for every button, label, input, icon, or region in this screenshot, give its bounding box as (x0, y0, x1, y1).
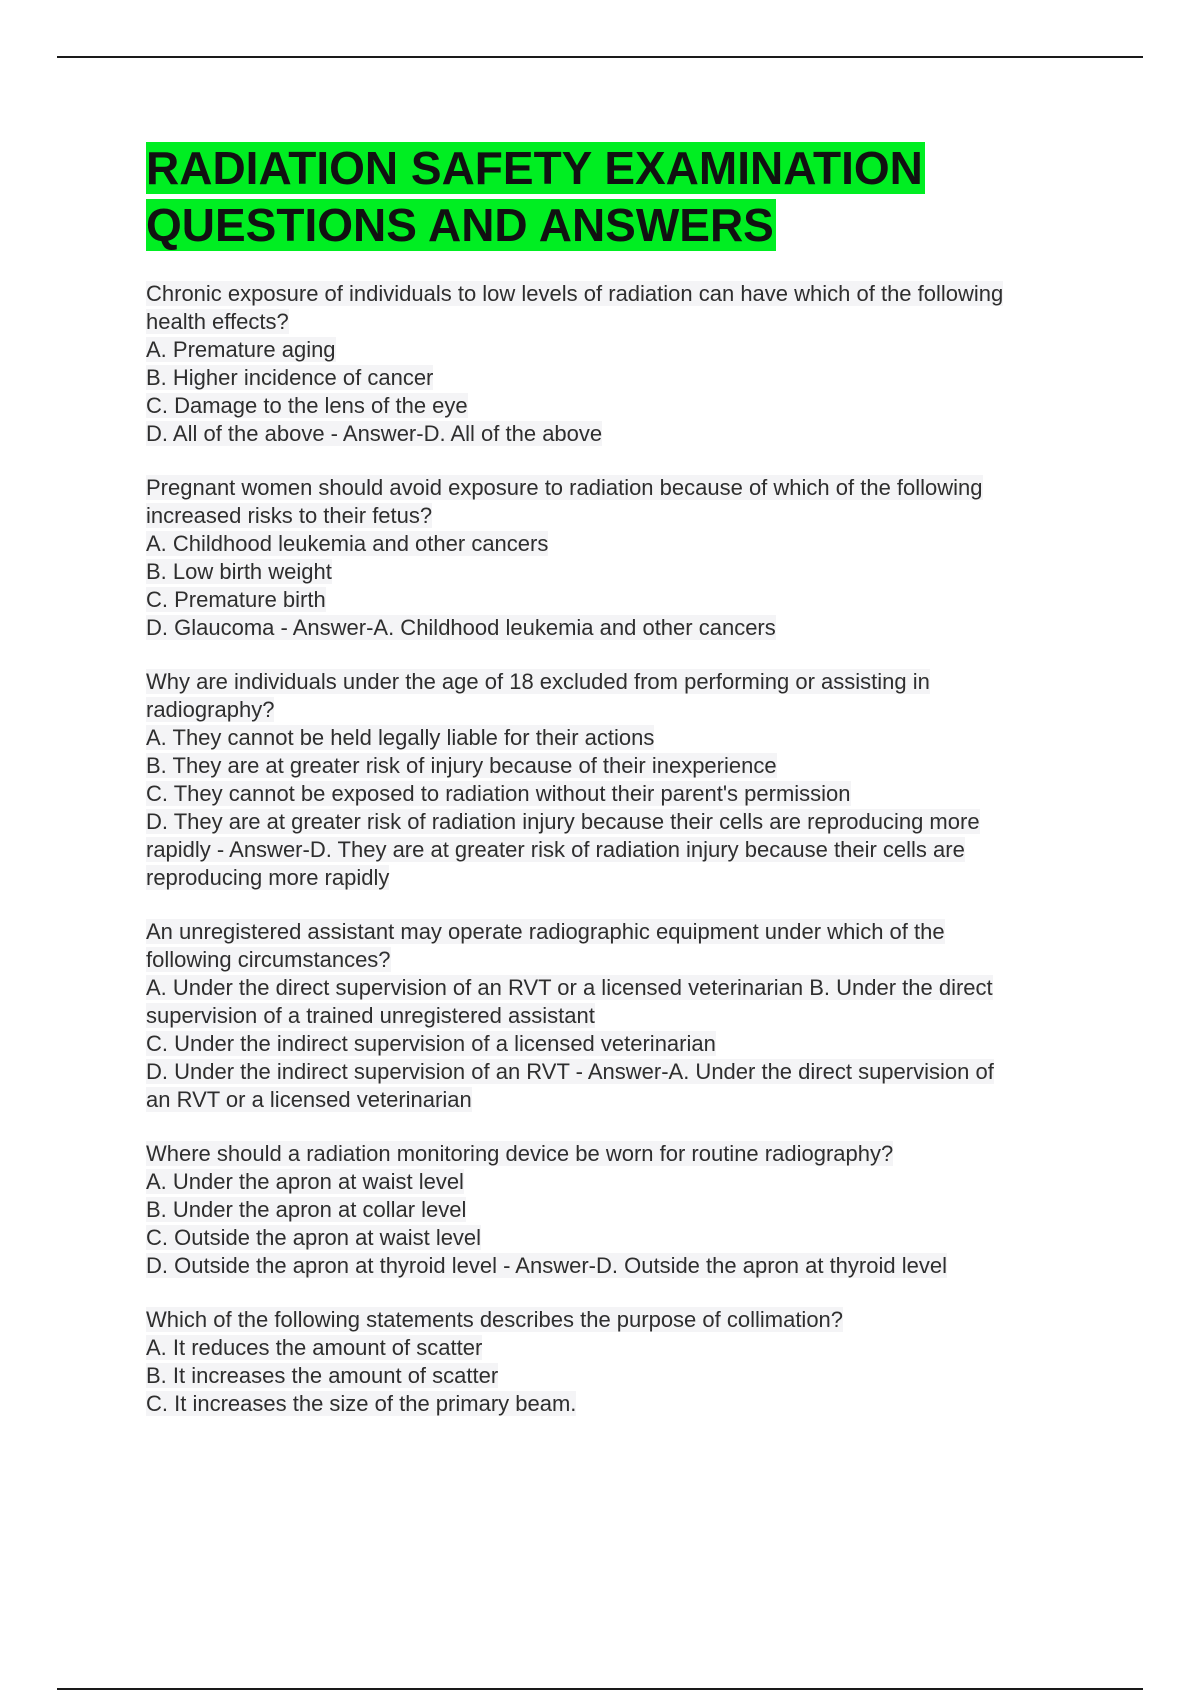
question-line (146, 530, 1096, 558)
question-line-text: Why are individuals under the age of 18 excluded from performing or assisting in (146, 669, 930, 694)
question-block (146, 668, 1096, 892)
question-line (146, 1086, 1096, 1114)
question-line-text: B. They are at greater risk of injury because of their inexperience (146, 753, 777, 778)
question-line (146, 1140, 1096, 1168)
title-line-2: QUESTIONS AND ANSWERS (146, 199, 774, 251)
question-line (146, 1334, 1096, 1362)
question-line-text: C. It increases the size of the primary beam. (146, 1391, 577, 1416)
question-line-text: reproducing more rapidly (146, 865, 390, 890)
question-line-text: D. Under the indirect supervision of an RVT - Answer-A. Under the direct supervision of (146, 1059, 994, 1084)
question-line (146, 1030, 1096, 1058)
question-line-text: A. They cannot be held legally liable for their actions (146, 725, 655, 750)
question-line-text: increased risks to their fetus? (146, 503, 433, 528)
question-line (146, 586, 1096, 614)
question-line-text: Which of the following statements describes the purpose of collimation? (146, 1307, 844, 1332)
question-line-text: B. It increases the amount of scatter (146, 1363, 499, 1388)
question-line (146, 1058, 1096, 1086)
question-line (146, 502, 1096, 530)
question-line (146, 1306, 1096, 1334)
question-line (146, 864, 1096, 892)
question-block (146, 280, 1096, 448)
question-line-text: an RVT or a licensed veterinarian (146, 1087, 472, 1112)
question-line-text: C. Under the indirect supervision of a licensed veterinarian (146, 1031, 716, 1056)
question-line-text: B. Low birth weight (146, 559, 332, 584)
question-line (146, 1168, 1096, 1196)
question-line-text: A. Premature aging (146, 337, 336, 362)
question-line-text: D. All of the above - Answer-D. All of the above (146, 421, 603, 446)
question-line (146, 1252, 1096, 1280)
question-line-text: D. They are at greater risk of radiation injury because their cells are reproducing more (146, 809, 980, 834)
question-block (146, 1140, 1096, 1280)
question-line (146, 420, 1096, 448)
question-line (146, 1390, 1096, 1418)
question-line (146, 614, 1096, 642)
question-line (146, 392, 1096, 420)
question-line (146, 1362, 1096, 1390)
title-line-1: RADIATION SAFETY EXAMINATION (146, 142, 923, 194)
question-line (146, 696, 1096, 724)
question-line-text: A. Under the direct supervision of an RVT or a licensed veterinarian B. Under the direct (146, 975, 993, 1000)
question-line (146, 780, 1096, 808)
document-body (146, 140, 1096, 1444)
question-line-text: rapidly - Answer-D. They are at greater risk of radiation injury because their cells are (146, 837, 965, 862)
question-line (146, 946, 1096, 974)
question-line-text: A. Childhood leukemia and other cancers (146, 531, 549, 556)
question-line (146, 836, 1096, 864)
question-line-text: B. Higher incidence of cancer (146, 365, 434, 390)
question-line (146, 974, 1096, 1002)
question-line-text: D. Glaucoma - Answer-A. Childhood leukemia and other cancers (146, 615, 776, 640)
question-line (146, 280, 1096, 308)
question-line-text: D. Outside the apron at thyroid level - Answer-D. Outside the apron at thyroid level (146, 1253, 947, 1278)
question-line-text: B. Under the apron at collar level (146, 1197, 467, 1222)
top-rule (57, 56, 1143, 58)
question-line (146, 752, 1096, 780)
question-line-text: C. They cannot be exposed to radiation without their parent's permission (146, 781, 851, 806)
question-line-text: C. Damage to the lens of the eye (146, 393, 468, 418)
question-line (146, 308, 1096, 336)
question-line (146, 808, 1096, 836)
question-line (146, 724, 1096, 752)
question-line-text: A. Under the apron at waist level (146, 1169, 464, 1194)
question-line-text: C. Outside the apron at waist level (146, 1225, 482, 1250)
question-line (146, 1196, 1096, 1224)
question-line (146, 668, 1096, 696)
question-line-text: Pregnant women should avoid exposure to radiation because of which of the following (146, 475, 983, 500)
question-line-text: radiography? (146, 697, 275, 722)
question-line-text: A. It reduces the amount of scatter (146, 1335, 483, 1360)
document-title (146, 140, 1096, 254)
question-list (146, 280, 1096, 1418)
question-line-text: C. Premature birth (146, 587, 326, 612)
question-block (146, 918, 1096, 1114)
question-line (146, 1224, 1096, 1252)
question-block (146, 474, 1096, 642)
question-line-text: Where should a radiation monitoring device be worn for routine radiography? (146, 1141, 894, 1166)
question-line-text: An unregistered assistant may operate radiographic equipment under which of the (146, 919, 945, 944)
question-line-text: Chronic exposure of individuals to low levels of radiation can have which of the following (146, 281, 1004, 306)
question-line-text: health effects? (146, 309, 289, 334)
question-line (146, 364, 1096, 392)
question-line-text: following circumstances? (146, 947, 391, 972)
question-line (146, 558, 1096, 586)
question-line (146, 474, 1096, 502)
question-block (146, 1306, 1096, 1418)
question-line (146, 1002, 1096, 1030)
question-line (146, 918, 1096, 946)
question-line (146, 336, 1096, 364)
bottom-rule (57, 1688, 1143, 1690)
question-line-text: supervision of a trained unregistered assistant (146, 1003, 595, 1028)
